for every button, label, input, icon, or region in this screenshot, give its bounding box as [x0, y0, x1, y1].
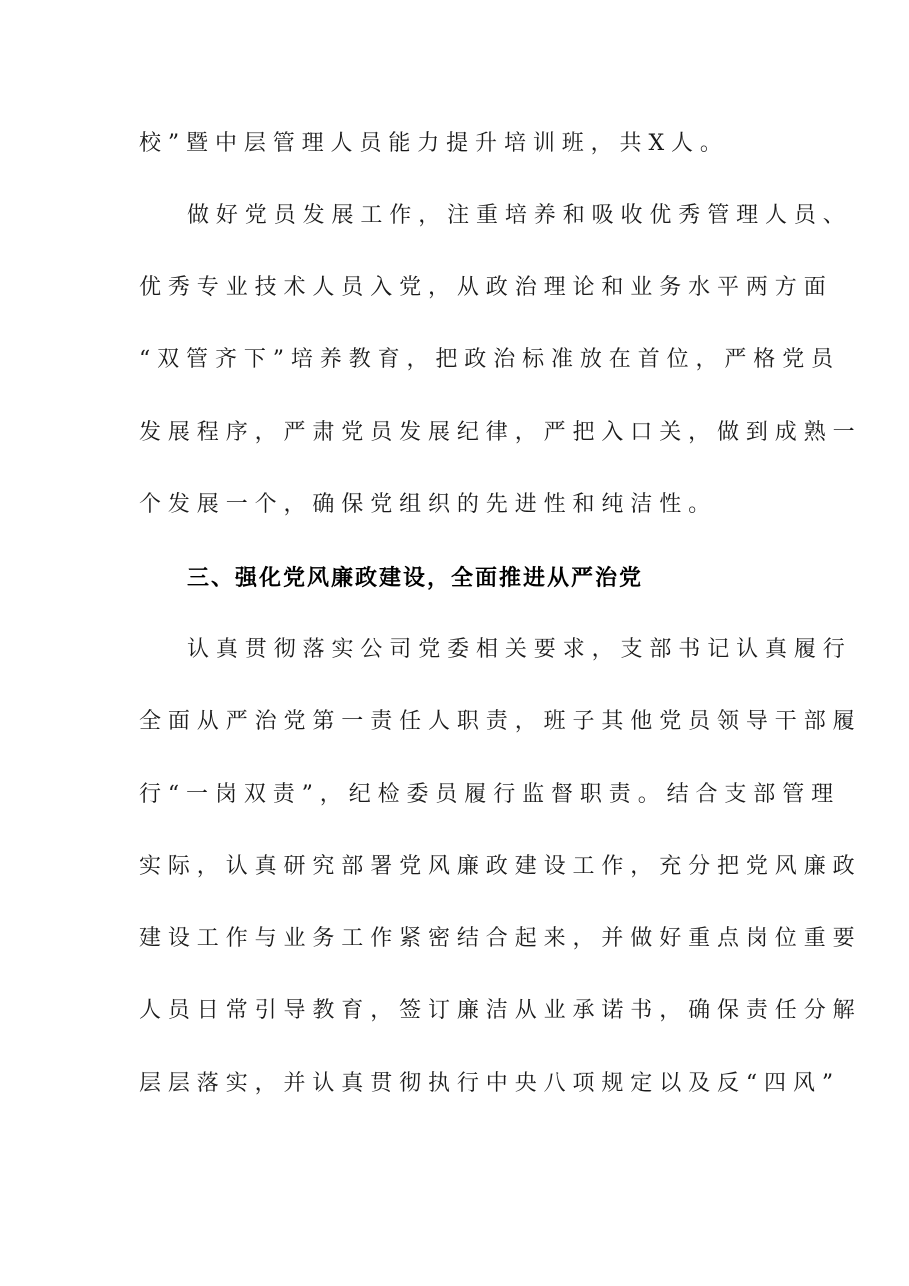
paragraph-line: 发展程序，严肃党员发展纪律，严把入口关，做到成熟一: [139, 420, 862, 445]
section-heading: 三、强化党风廉政建设，全面推进从严治党: [187, 565, 644, 591]
paragraph-line: 优秀专业技术人员入党，从政治理论和业务水平两方面: [139, 275, 833, 300]
paragraph-line: 全面从严治党第一责任人职责，班子其他党员领导干部履: [139, 709, 862, 734]
paragraph-line: 建设工作与业务工作紧密结合起来，并做好重点岗位重要: [139, 926, 862, 951]
paragraph-line: 实际，认真研究部署党风廉政建设工作，充分把党风廉政: [139, 854, 862, 879]
paragraph-line: 校”暨中层管理人员能力提升培训班，共X人。: [139, 131, 729, 156]
paragraph-line: 个发展一个，确保党组织的先进性和纯洁性。: [139, 492, 718, 517]
paragraph-line: “双管齐下”培养教育，把政治标准放在首位，严格党员: [139, 347, 840, 372]
paragraph-line: 认真贯彻落实公司党委相关要求，支部书记认真履行: [187, 637, 852, 662]
paragraph-line: 行“一岗双责”，纪检委员履行监督职责。结合支部管理: [139, 782, 840, 807]
paragraph-line: 做好党员发展工作，注重培养和吸收优秀管理人员、: [187, 203, 852, 228]
paragraph-line: 层层落实，并认真贯彻执行中央八项规定以及反“四风”: [139, 1071, 840, 1096]
paragraph-line: 人员日常引导教育，签订廉洁从业承诺书，确保责任分解: [139, 998, 862, 1023]
